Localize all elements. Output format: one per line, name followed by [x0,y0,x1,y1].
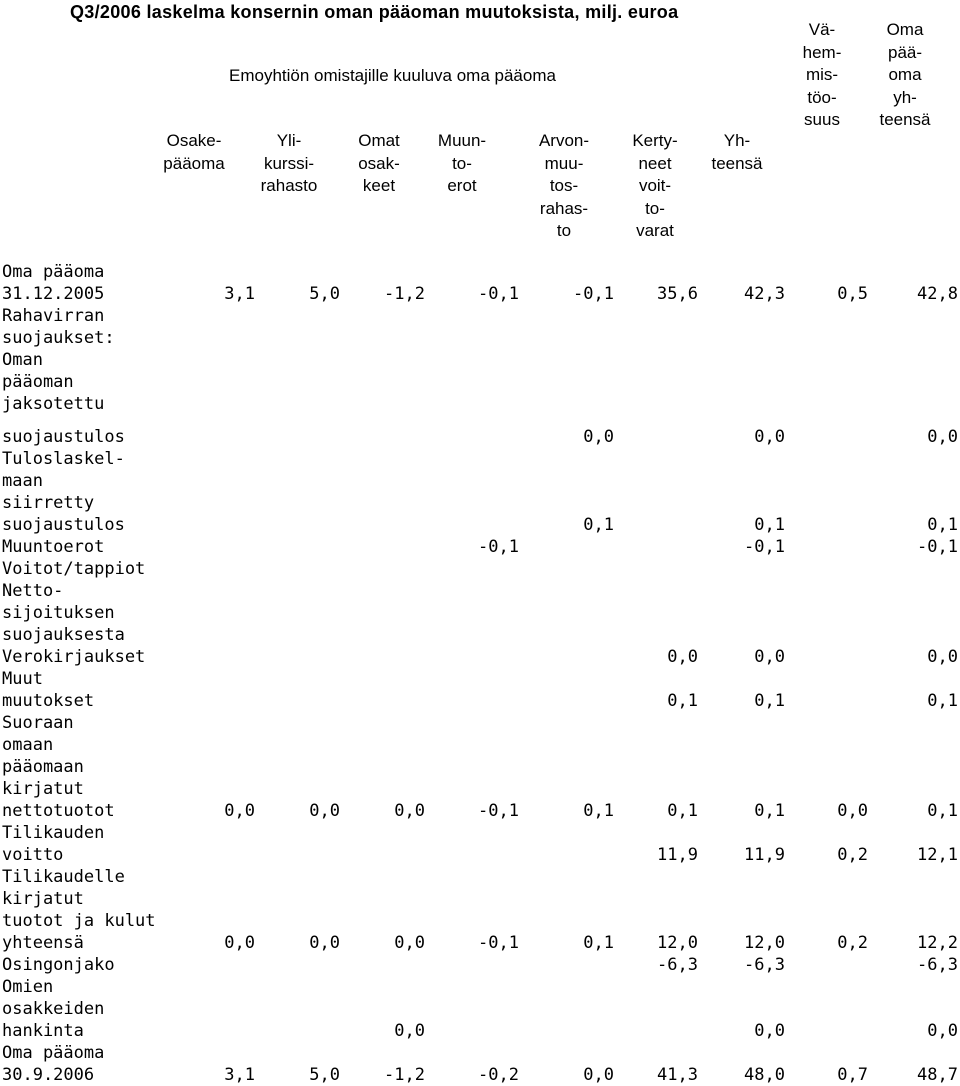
cell-value: 0,2 [837,845,868,865]
cell-value: 11,9 [657,845,698,865]
cell-value: 0,2 [837,933,868,953]
column-header: Kerty- neet voit- to- varat [632,131,678,240]
cell-value: -0,1 [478,537,519,557]
cell-value: 48,7 [917,1065,958,1085]
cell-value: -1,2 [384,1065,425,1085]
cell-value: 5,0 [309,1065,340,1085]
cell-value: -6,3 [657,955,698,975]
column-header: Omat osak- keet [358,131,400,195]
cell-value: 12,0 [744,933,785,953]
row-label: Voitot/tappiot Netto- sijoituksen suojauksesta [2,559,146,645]
row-label: Muuntoerot [2,537,105,557]
cell-value: 0,0 [394,801,425,821]
cell-value: 0,0 [754,647,785,667]
row-label: Osingonjako [2,955,115,975]
cell-value: 0,0 [927,647,958,667]
column-header: Yh- teensä [711,131,763,173]
cell-value: 0,1 [583,801,614,821]
cell-value: 0,1 [754,801,785,821]
column-header: Muun- to- erot [437,131,487,195]
group-header: Emoyhtiön omistajille kuuluva oma pääoma [229,66,556,85]
cell-value: 12,2 [917,933,958,953]
row-label: suojaustulos [2,427,125,447]
cell-value: 0,0 [394,933,425,953]
cell-value: 0,1 [754,691,785,711]
cell-value: 11,9 [744,845,785,865]
cell-value: 0,0 [309,801,340,821]
column-header: Arvon- muu- tos- rahas- to [538,131,590,240]
cell-value: 0,1 [927,801,958,821]
row-label: Verokirjaukset [2,647,146,667]
cell-value: 0,1 [927,515,958,535]
cell-value: 0,0 [927,1021,958,1041]
column-header: Vä- hem- mis- töo- suus [802,20,842,129]
cell-value: -0,1 [478,933,519,953]
cell-value: 41,3 [657,1065,698,1085]
cell-value: 0,0 [837,801,868,821]
cell-value: 0,1 [754,515,785,535]
cell-value: 5,0 [309,284,340,304]
row-label: Tuloslaskel- maan siirretty suojaustulos [2,449,125,535]
cell-value: -0,1 [478,284,519,304]
cell-value: 0,1 [583,933,614,953]
cell-value: 0,0 [927,427,958,447]
row-label: Tilikauden voitto [2,823,105,865]
cell-value: 35,6 [657,284,698,304]
cell-value: 3,1 [224,1065,255,1085]
cell-value: 0,0 [583,427,614,447]
row-label: Omien osakkeiden hankinta [2,977,105,1041]
cell-value: 0,0 [667,647,698,667]
column-header: Oma pää- oma yh- teensä [879,20,931,129]
cell-value: 12,0 [657,933,698,953]
row-label: Muut muutokset [2,669,95,711]
cell-value: 0,1 [667,801,698,821]
cell-value: 0,1 [927,691,958,711]
cell-value: 0,0 [309,933,340,953]
row-label: Oma pääoma 31.12.2005 [2,262,105,304]
cell-value: 0,5 [837,284,868,304]
row-label: Tilikaudelle kirjatut tuotot ja kulut yhteensä [2,867,156,953]
cell-value: -6,3 [744,955,785,975]
row-label: Suoraan omaan pääomaan kirjatut nettotuotot [2,713,115,821]
cell-value: 0,1 [667,691,698,711]
cell-value: -1,2 [384,284,425,304]
cell-value: 0,1 [583,515,614,535]
cell-value: 12,1 [917,845,958,865]
column-header: Osake- pääoma [163,131,225,173]
column-header: Yli- kurssi- rahasto [260,131,318,195]
cell-value: -0,1 [478,801,519,821]
cell-value: 0,0 [583,1065,614,1085]
cell-value: 48,0 [744,1065,785,1085]
row-label: Oma pääoma 30.9.2006 [2,1043,105,1085]
cell-value: -0,1 [917,537,958,557]
cell-value: 0,0 [754,1021,785,1041]
cell-value: -0,2 [478,1065,519,1085]
cell-value: -0,1 [744,537,785,557]
row-label: Rahavirran suojaukset: Oman pääoman jaksotettu [2,306,115,414]
cell-value: 42,8 [917,284,958,304]
cell-value: 3,1 [224,284,255,304]
cell-value: 0,7 [837,1065,868,1085]
cell-value: 0,0 [394,1021,425,1041]
cell-value: -6,3 [917,955,958,975]
cell-value: -0,1 [573,284,614,304]
cell-value: 42,3 [744,284,785,304]
cell-value: 0,0 [224,801,255,821]
cell-value: 0,0 [754,427,785,447]
page-title: Q3/2006 laskelma konsernin oman pääoman muutoksista, milj. euroa [70,2,679,22]
cell-value: 0,0 [224,933,255,953]
